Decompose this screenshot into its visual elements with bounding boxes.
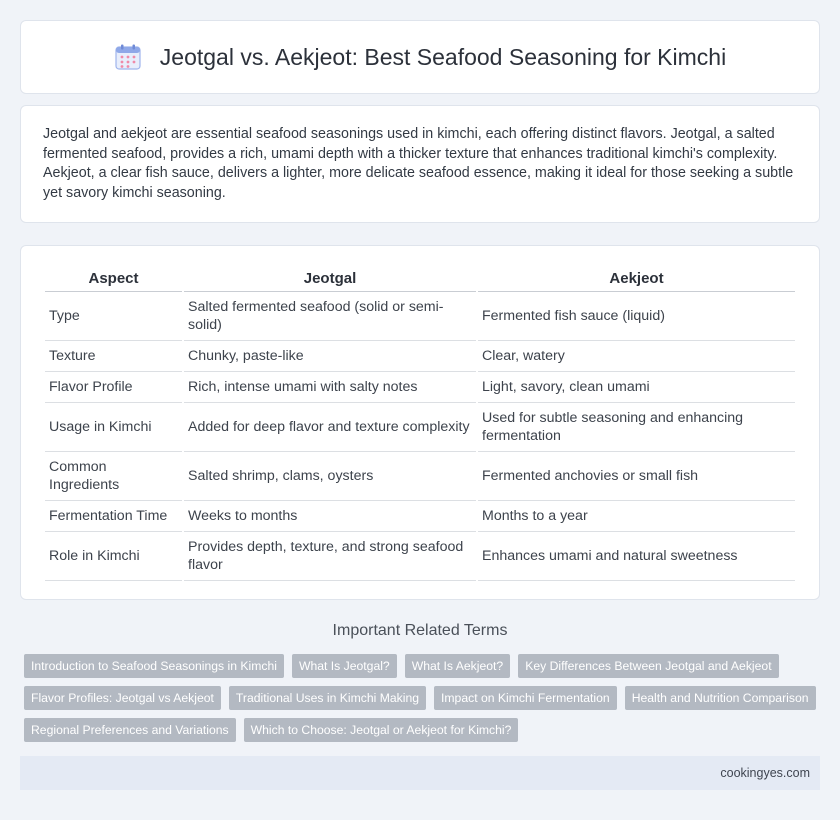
cell-jeotgal: Weeks to months <box>184 501 476 532</box>
cell-aspect: Fermentation Time <box>45 501 182 532</box>
comparison-table <box>43 264 797 581</box>
table-row <box>45 452 795 501</box>
cell-aspect: Flavor Profile <box>45 372 182 403</box>
header-jeotgal: Jeotgal <box>184 264 476 292</box>
table-header-row <box>45 264 795 292</box>
header-card <box>20 20 820 94</box>
cell-jeotgal: Salted fermented seafood (solid or semi-solid) <box>184 292 476 341</box>
table-row <box>45 532 795 581</box>
related-tag[interactable]: Flavor Profiles: Jeotgal vs Aekjeot <box>24 686 221 710</box>
related-tag[interactable]: Regional Preferences and Variations <box>24 718 236 742</box>
table-row <box>45 341 795 372</box>
cell-aspect: Usage in Kimchi <box>45 403 182 452</box>
related-tag[interactable]: Key Differences Between Jeotgal and Aekjeot <box>518 654 778 678</box>
cell-aspect: Texture <box>45 341 182 372</box>
cell-aekjeot: Used for subtle seasoning and enhancing fermentation <box>478 403 795 452</box>
cell-aspect: Common Ingredients <box>45 452 182 501</box>
related-tag[interactable]: Which to Choose: Jeotgal or Aekjeot for Kimchi? <box>244 718 519 742</box>
calendar-icon <box>114 43 142 71</box>
cell-jeotgal: Added for deep flavor and texture complexity <box>184 403 476 452</box>
table-row <box>45 372 795 403</box>
cell-jeotgal: Chunky, paste-like <box>184 341 476 372</box>
comparison-table-card <box>20 245 820 600</box>
related-terms-title: Important Related Terms <box>332 622 508 639</box>
intro-card <box>20 105 820 223</box>
header-aspect: Aspect <box>45 264 182 292</box>
table-row <box>45 501 795 532</box>
title-wrap <box>114 43 726 71</box>
cell-aekjeot: Light, savory, clean umami <box>478 372 795 403</box>
related-tag[interactable]: Impact on Kimchi Fermentation <box>434 686 617 710</box>
footer <box>20 756 820 790</box>
related-tag[interactable]: Introduction to Seafood Seasonings in Kimchi <box>24 654 284 678</box>
cell-aspect: Type <box>45 292 182 341</box>
cell-aekjeot: Clear, watery <box>478 341 795 372</box>
table-row <box>45 403 795 452</box>
related-tag[interactable]: What Is Jeotgal? <box>292 654 397 678</box>
table-row <box>45 292 795 341</box>
cell-aekjeot: Fermented fish sauce (liquid) <box>478 292 795 341</box>
cell-aekjeot: Fermented anchovies or small fish <box>478 452 795 501</box>
header-aekjeot: Aekjeot <box>478 264 795 292</box>
related-tag[interactable]: Traditional Uses in Kimchi Making <box>229 686 426 710</box>
cell-jeotgal: Salted shrimp, clams, oysters <box>184 452 476 501</box>
cell-jeotgal: Rich, intense umami with salty notes <box>184 372 476 403</box>
related-tag[interactable]: Health and Nutrition Comparison <box>625 686 816 710</box>
related-terms-tags <box>24 654 824 742</box>
cell-jeotgal: Provides depth, texture, and strong seafood flavor <box>184 532 476 581</box>
cell-aspect: Role in Kimchi <box>45 532 182 581</box>
cell-aekjeot: Enhances umami and natural sweetness <box>478 532 795 581</box>
cell-aekjeot: Months to a year <box>478 501 795 532</box>
footer-site-link[interactable]: cookingyes.com <box>720 766 810 780</box>
intro-paragraph: Jeotgal and aekjeot are essential seafood seasonings used in kimchi, each offering distinct flavors. Jeotgal, a salted fermented seafood, provides a rich, umami depth with a thicker texture that enhances traditional kimchi's complexity. Aekjeot, a clear fish sauce, delivers a lighter, more delicate seafood essence, making it ideal for those seeking a subtle yet savory kimchi seasoning. <box>43 126 794 201</box>
page-title: Jeotgal vs. Aekjeot: Best Seafood Seasoning for Kimchi <box>159 43 727 70</box>
related-tag[interactable]: What Is Aekjeot? <box>405 654 510 678</box>
